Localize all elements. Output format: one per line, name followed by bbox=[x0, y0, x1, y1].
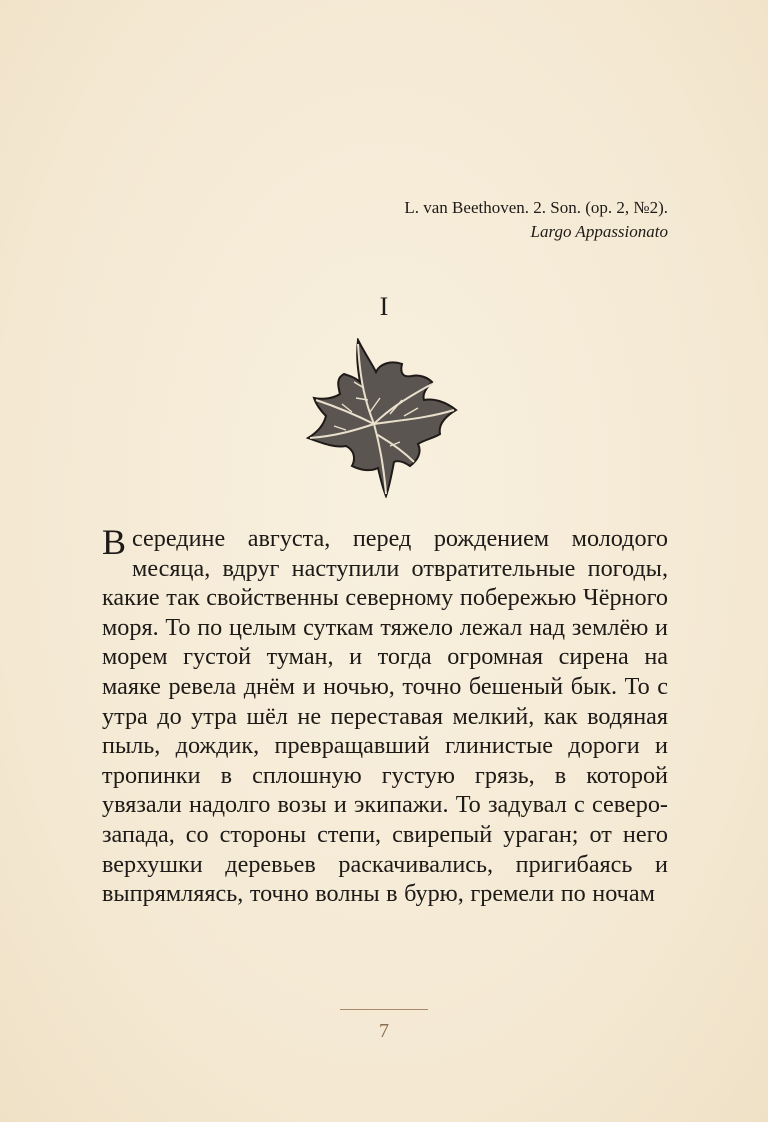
epigraph bbox=[404, 196, 668, 244]
maple-leaf-icon bbox=[306, 338, 458, 498]
page-number: 7 bbox=[379, 1020, 389, 1042]
footer-divider bbox=[340, 1009, 428, 1010]
body-paragraph bbox=[102, 524, 668, 909]
body-text: середине августа, перед рождением молодого месяца, вдруг наступили отвратительные погоды, какие так свойственны северному побережью Чёрного моря. То по целым суткам тяжело лежал над землёю и морем густой туман, и тогда огромная сирена на маяке ревела днём и ночью, точно бешеный бык. То с утра до утра шёл не переставая мелкий, как водяная пыль, дождик, превращавший глинистые дороги и тропинки в сплошную густую грязь, в которой увязали надолго возы и экипажи. То задувал с северо-запада, со стороны степи, свирепый ураган; от него верхушки деревьев раскачивались, пригибаясь и выпрямляясь, точно волны в бурю, гремели по ночам bbox=[102, 525, 668, 908]
epigraph-source: L. van Beethoven. 2. Son. (op. 2, №2). bbox=[404, 198, 668, 217]
drop-cap: В bbox=[102, 522, 127, 562]
chapter-number: I bbox=[379, 292, 389, 321]
epigraph-tempo: Largo Appassionato bbox=[530, 222, 668, 241]
